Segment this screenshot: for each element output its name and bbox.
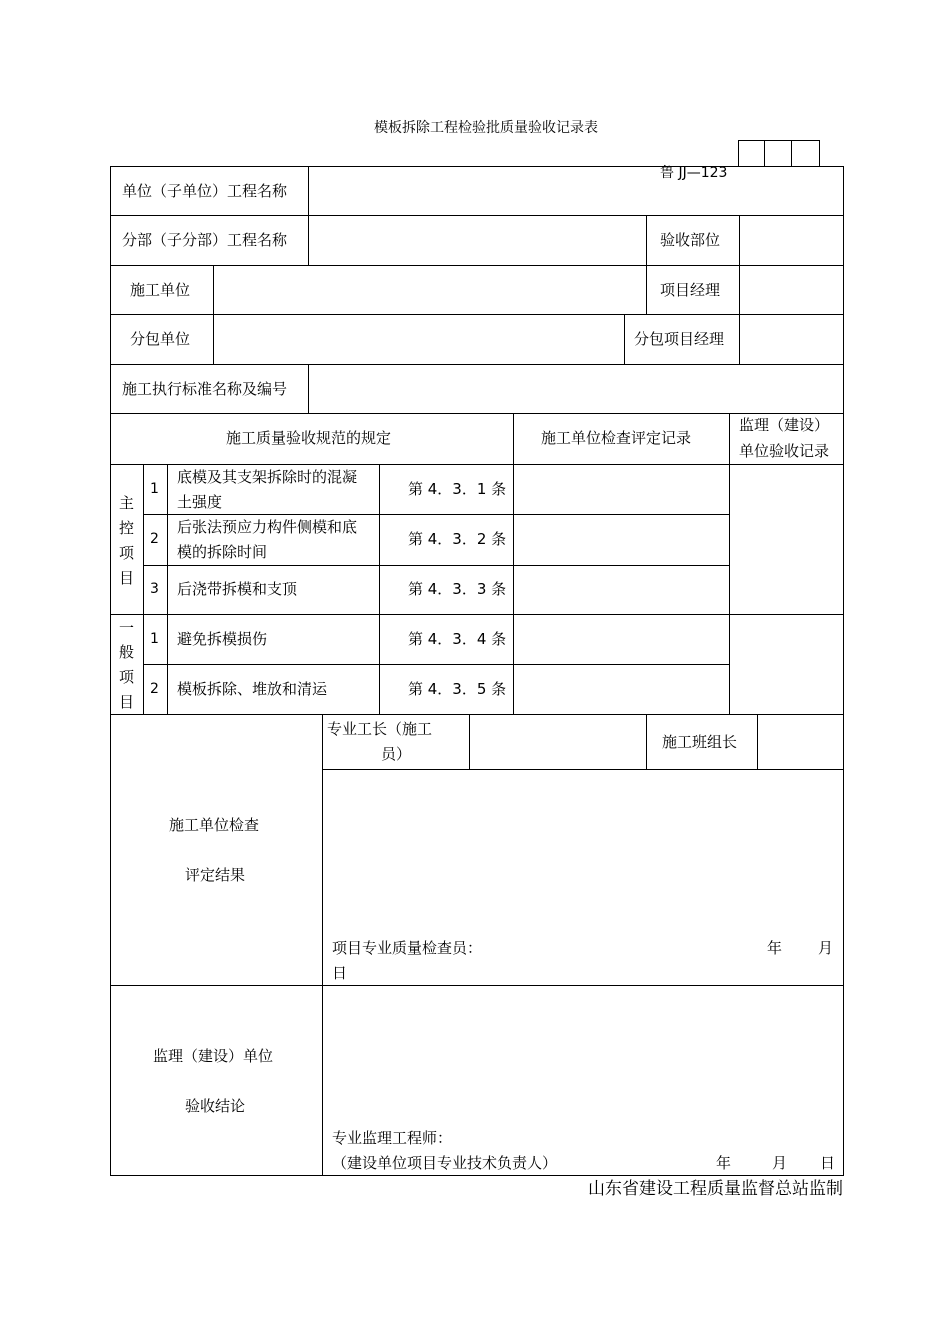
construction-unit-label: 施工单位 <box>130 281 191 299</box>
item-text-line1: 后张法预应力构件侧模和底 <box>177 518 358 536</box>
team-leader-label: 施工班组长 <box>662 733 738 751</box>
general-label-char: 项 <box>119 668 135 686</box>
date-year: 年 <box>767 939 783 957</box>
item-number: 2 <box>150 681 159 697</box>
standard-name-label: 施工执行标准名称及编号 <box>122 380 288 398</box>
footer-issuer: 山东省建设工程质量监督总站监制 <box>588 1179 843 1199</box>
quality-inspector-label: 项目专业质量检查员： <box>332 939 483 957</box>
main-control-label-char: 主 <box>119 494 135 512</box>
supervision-label-line1: 监理（建设）单位 <box>153 1047 274 1065</box>
date-day: 日 <box>820 1154 836 1172</box>
date-year: 年 <box>716 1154 732 1172</box>
project-manager-label: 项目经理 <box>660 281 721 299</box>
form-code: 鲁 JJ—123 <box>660 165 728 181</box>
item-clause: 第 4．3．1 条 <box>408 480 507 498</box>
item-clause: 第 4．3．4 条 <box>408 630 507 648</box>
item-text-line1: 避免拆模损伤 <box>177 630 268 648</box>
supervision-column-header-line1: 监理（建设） <box>739 416 830 434</box>
sub-project-name-label: 分部（子分部）工程名称 <box>122 231 288 249</box>
general-label-char: 般 <box>119 643 135 661</box>
foreman-label-line1: 专业工长（施工 <box>327 720 433 738</box>
subcontract-manager-label: 分包项目经理 <box>634 330 725 348</box>
construction-check-label-line1: 施工单位检查 <box>169 816 260 834</box>
construction-check-label-line2: 评定结果 <box>185 866 246 884</box>
item-number: 1 <box>150 481 159 497</box>
supervising-engineer-label: 专业监理工程师： <box>332 1129 453 1147</box>
unit-project-name-label: 单位（子单位）工程名称 <box>122 182 288 200</box>
item-number: 1 <box>150 631 159 647</box>
check-record-column-header: 施工单位检查评定记录 <box>541 429 692 447</box>
subcontract-unit-label: 分包单位 <box>130 330 191 348</box>
date-month: 月 <box>818 939 834 957</box>
item-text-line1: 后浇带拆模和支顶 <box>177 580 298 598</box>
supervision-column-header-line2: 单位验收记录 <box>739 442 830 460</box>
date-month: 月 <box>772 1154 788 1172</box>
inspection-location-label: 验收部位 <box>660 231 721 249</box>
main-control-label-char: 目 <box>119 569 135 587</box>
main-control-label-char: 项 <box>119 544 135 562</box>
item-text-line2: 模的拆除时间 <box>177 543 268 561</box>
general-label-char: 目 <box>119 693 135 711</box>
foreman-label-line2: 员） <box>381 745 412 763</box>
page-title: 模板拆除工程检验批质量验收记录表 <box>374 120 598 136</box>
item-clause: 第 4．3．3 条 <box>408 580 507 598</box>
item-clause: 第 4．3．5 条 <box>408 680 507 698</box>
item-text-line1: 模板拆除、堆放和清运 <box>177 680 328 698</box>
date-day: 日 <box>332 964 348 982</box>
item-number: 3 <box>150 581 159 597</box>
item-clause: 第 4．3．2 条 <box>408 530 507 548</box>
tech-lead-label: （建设单位项目专业技术负责人） <box>332 1154 558 1172</box>
item-text-line1: 底模及其支架拆除时的混凝 <box>177 468 358 486</box>
spec-column-header: 施工质量验收规范的规定 <box>226 429 392 447</box>
item-number: 2 <box>150 531 159 547</box>
main-control-label-char: 控 <box>119 519 135 537</box>
supervision-label-line2: 验收结论 <box>185 1097 246 1115</box>
general-label-char: 一 <box>119 619 135 637</box>
item-text-line2: 土强度 <box>177 493 223 511</box>
